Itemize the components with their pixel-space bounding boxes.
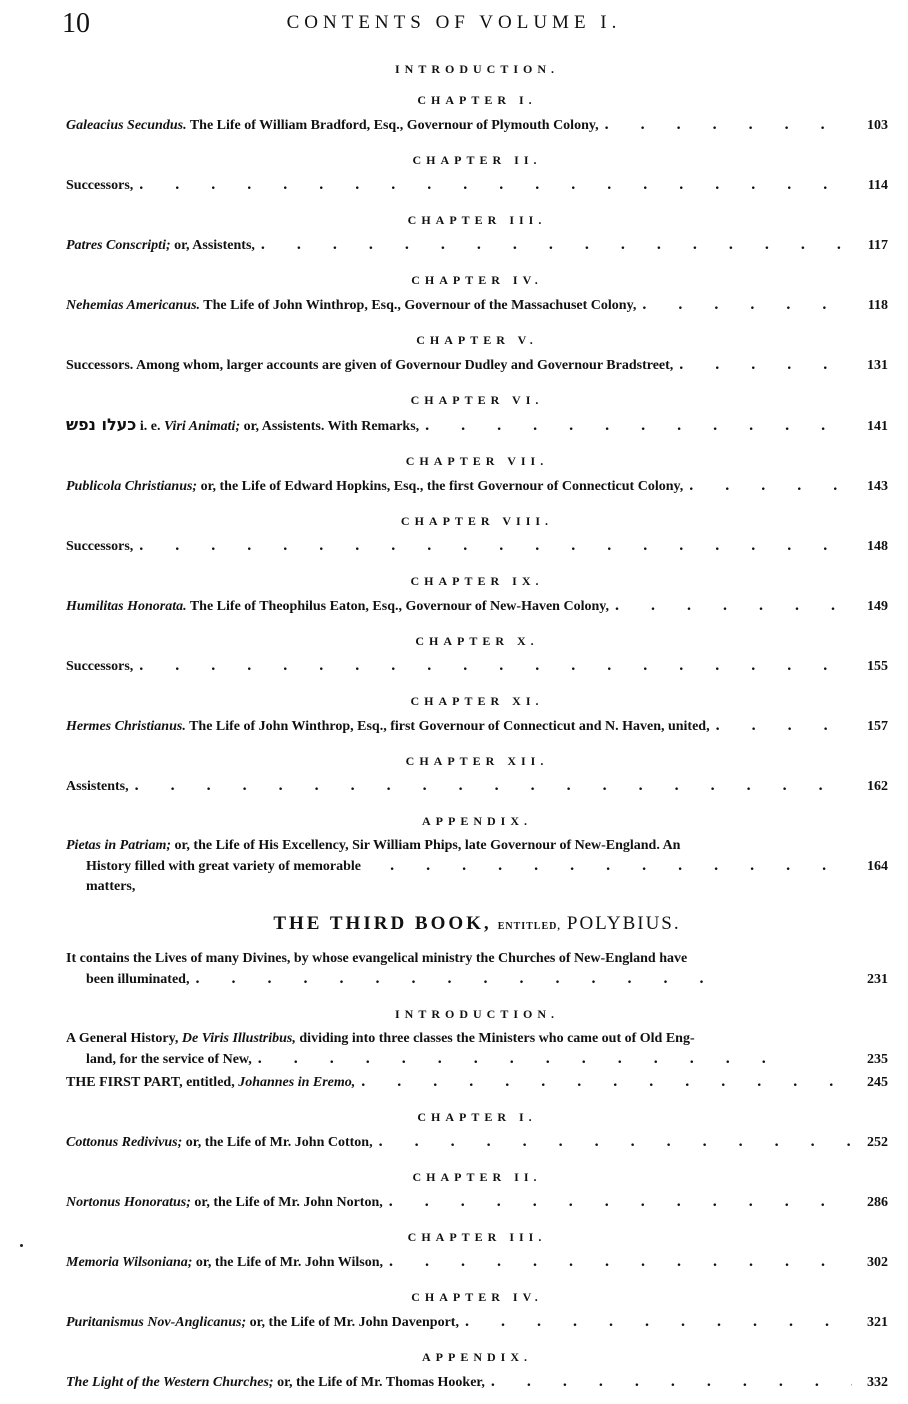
entry-title: The Light of the Western Churches; xyxy=(66,1375,274,1390)
entry-title: Puritanismus Nov-Anglicanus; xyxy=(66,1315,247,1330)
entry-title: Hermes Christianus. xyxy=(66,719,186,734)
toc-entry xyxy=(66,1372,888,1393)
entry-text: The Life of John Winthrop, Esq., first Governour of Connecticut and N. Haven, united, xyxy=(185,719,710,734)
book-intro-entry xyxy=(66,949,888,990)
toc-entry-multiline xyxy=(66,836,888,897)
toc-entry xyxy=(66,596,888,617)
chapter-heading: CHAPTER II. xyxy=(412,1170,542,1184)
leader-dots xyxy=(642,295,852,316)
entry-text: or, Assistents, xyxy=(170,238,255,253)
leader-dots xyxy=(689,476,852,497)
chapter-heading: CHAPTER I. xyxy=(417,1110,537,1124)
book-subtitle: POLYBIUS. xyxy=(566,913,681,934)
introduction-heading: INTRODUCTION. xyxy=(394,62,559,76)
entry-page-number: 321 xyxy=(867,1315,888,1330)
entry-text: THE FIRST PART, entitled, xyxy=(66,1075,239,1090)
leader-dots xyxy=(390,856,852,877)
entry-page-number: 302 xyxy=(867,1255,888,1270)
entry-page-number: 117 xyxy=(867,238,888,253)
entry-text: Successors. Among whom, larger accounts are given of Governour Dudley and Governour Bradstreet, xyxy=(66,358,674,373)
entry-page-number: 231 xyxy=(867,972,888,987)
leader-dots xyxy=(679,355,852,376)
chapter-heading: CHAPTER II. xyxy=(412,153,542,167)
entry-text: or, the Life of His Excellency, Sir William Phips, late Governour of New-England. An xyxy=(171,838,681,853)
entry-text-continued: History filled with great variety of memorable matters, xyxy=(86,859,362,894)
leader-dots xyxy=(389,1252,852,1273)
entry-page-number: 149 xyxy=(867,599,888,614)
table-of-contents xyxy=(66,58,888,1395)
entry-text: or, the Life of Edward Hopkins, Esq., the first Governour of Connecticut Colony, xyxy=(197,479,684,494)
leader-dots xyxy=(615,596,852,617)
entry-text: Successors, xyxy=(66,539,134,554)
entry-title: Pietas in Patriam; xyxy=(66,838,171,853)
book-intro-line2: been illuminated, xyxy=(86,972,190,987)
ink-speck xyxy=(20,1244,23,1247)
leader-dots xyxy=(258,1049,852,1070)
entry-prefix: i. e. xyxy=(136,419,164,434)
entry-title: Humilitas Honorata. xyxy=(66,599,187,614)
book-title-text: THE THIRD BOOK, xyxy=(273,913,492,934)
entry-text: or, the Life of Mr. John Davenport, xyxy=(246,1315,459,1330)
entry-page-number: 141 xyxy=(867,419,888,434)
hebrew-title: כעלו נפש xyxy=(66,415,137,434)
entry-text: or, the Life of Mr. John Wilson, xyxy=(192,1255,384,1270)
chapter-heading: CHAPTER XI. xyxy=(410,694,544,708)
toc-entry xyxy=(66,1072,888,1093)
leader-dots xyxy=(605,115,852,136)
entry-text-continued: land, for the service of New, xyxy=(86,1052,252,1067)
chapter-heading: CHAPTER XII. xyxy=(405,754,549,768)
leader-dots xyxy=(195,969,852,990)
leader-dots xyxy=(425,416,852,437)
toc-entry xyxy=(66,355,888,376)
entry-title: Viri Animati; xyxy=(163,419,241,434)
leader-dots xyxy=(389,1192,852,1213)
chapter-heading: CHAPTER X. xyxy=(415,634,539,648)
entry-text: The Life of Theophilus Eaton, Esq., Governour of New-Haven Colony, xyxy=(186,599,609,614)
book-entitled: ENTITLED, xyxy=(497,921,561,932)
entry-page-number: 164 xyxy=(867,859,888,874)
entry-page-number: 155 xyxy=(867,659,888,674)
leader-dots xyxy=(139,536,852,557)
toc-entry-multiline xyxy=(66,1029,888,1070)
chapter-heading: CHAPTER IV. xyxy=(411,273,543,287)
leader-dots xyxy=(379,1132,852,1153)
running-head: CONTENTS OF VOLUME I. xyxy=(286,12,622,33)
entry-page-number: 252 xyxy=(867,1135,888,1150)
entry-page-number: 148 xyxy=(867,539,888,554)
entry-page-number: 114 xyxy=(867,178,888,193)
entry-title: Nehemias Americanus. xyxy=(66,298,201,313)
entry-text: Successors, xyxy=(66,659,134,674)
entry-text: The Life of William Bradford, Esq., Governour of Plymouth Colony, xyxy=(186,118,599,133)
entry-text: or, the Life of Mr. John Cotton, xyxy=(182,1135,373,1150)
chapter-heading: CHAPTER III. xyxy=(407,213,547,227)
chapter-heading: CHAPTER VII. xyxy=(405,454,549,468)
entry-title: Patres Conscripti; xyxy=(66,238,171,253)
chapter-heading: CHAPTER IV. xyxy=(411,1290,543,1304)
toc-entry xyxy=(66,1192,888,1213)
toc-entry xyxy=(66,716,888,737)
entry-page-number: 286 xyxy=(867,1195,888,1210)
entry-text: or, Assistents. With Remarks, xyxy=(240,419,420,434)
entry-title: Memoria Wilsoniana; xyxy=(66,1255,193,1270)
toc-entry xyxy=(66,175,888,196)
entry-text: dividing into three classes the Ministers who came out of Old Eng- xyxy=(295,1031,695,1046)
entry-text: or, the Life of Mr. Thomas Hooker, xyxy=(273,1375,485,1390)
chapter-heading: CHAPTER VI. xyxy=(410,393,544,407)
entry-title: De Viris Illustribus, xyxy=(181,1031,296,1046)
book-title xyxy=(66,913,888,935)
chapter-heading: CHAPTER III. xyxy=(407,1230,547,1244)
leader-dots xyxy=(135,776,852,797)
page-number: 10 xyxy=(62,8,90,39)
toc-entry xyxy=(66,115,888,136)
entry-page-number: 157 xyxy=(867,719,888,734)
appendix-heading: APPENDIX. xyxy=(422,814,532,828)
toc-entry xyxy=(66,1252,888,1273)
entry-page-number: 235 xyxy=(867,1052,888,1067)
entry-title: Galeacius Secundus. xyxy=(66,118,187,133)
toc-entry xyxy=(66,656,888,677)
chapter-heading: CHAPTER IX. xyxy=(410,574,544,588)
entry-page-number: 162 xyxy=(867,779,888,794)
leader-dots xyxy=(139,656,852,677)
entry-title: Nortonus Honoratus; xyxy=(66,1195,191,1210)
entry-title: Johannes in Eremo, xyxy=(238,1075,356,1090)
toc-entry xyxy=(66,536,888,557)
entry-text: Successors, xyxy=(66,178,134,193)
appendix-heading: APPENDIX. xyxy=(422,1350,532,1364)
entry-text: or, the Life of Mr. John Norton, xyxy=(190,1195,383,1210)
entry-page-number: 118 xyxy=(867,298,888,313)
leader-dots xyxy=(139,175,852,196)
book-intro-line1: It contains the Lives of many Divines, by whose evangelical ministry the Churches of New-England have xyxy=(66,951,688,966)
entry-page-number: 245 xyxy=(867,1075,888,1090)
leader-dots xyxy=(491,1372,852,1393)
toc-entry xyxy=(66,1312,888,1333)
toc-entry xyxy=(66,235,888,256)
entry-text: Assistents, xyxy=(66,779,129,794)
chapter-heading: CHAPTER V. xyxy=(416,333,538,347)
toc-entry xyxy=(66,776,888,797)
leader-dots xyxy=(716,716,852,737)
chapter-heading: CHAPTER I. xyxy=(417,93,537,107)
entry-title: Publicola Christianus; xyxy=(66,479,198,494)
leader-dots xyxy=(261,235,852,256)
entry-page-number: 143 xyxy=(867,479,888,494)
toc-entry xyxy=(66,1132,888,1153)
entry-page-number: 103 xyxy=(867,118,888,133)
entry-page-number: 332 xyxy=(867,1375,888,1390)
toc-entry xyxy=(66,476,888,497)
toc-entry xyxy=(66,415,888,437)
entry-page-number: 131 xyxy=(867,358,888,373)
leader-dots xyxy=(361,1072,852,1093)
chapter-heading: CHAPTER VIII. xyxy=(400,514,554,528)
leader-dots xyxy=(465,1312,852,1333)
introduction-heading: INTRODUCTION. xyxy=(394,1007,559,1021)
entry-text: The Life of John Winthrop, Esq., Governour of the Massachuset Colony, xyxy=(200,298,637,313)
entry-title: Cottonus Redivivus; xyxy=(66,1135,183,1150)
entry-prefix: A General History, xyxy=(66,1031,182,1046)
toc-entry xyxy=(66,295,888,316)
